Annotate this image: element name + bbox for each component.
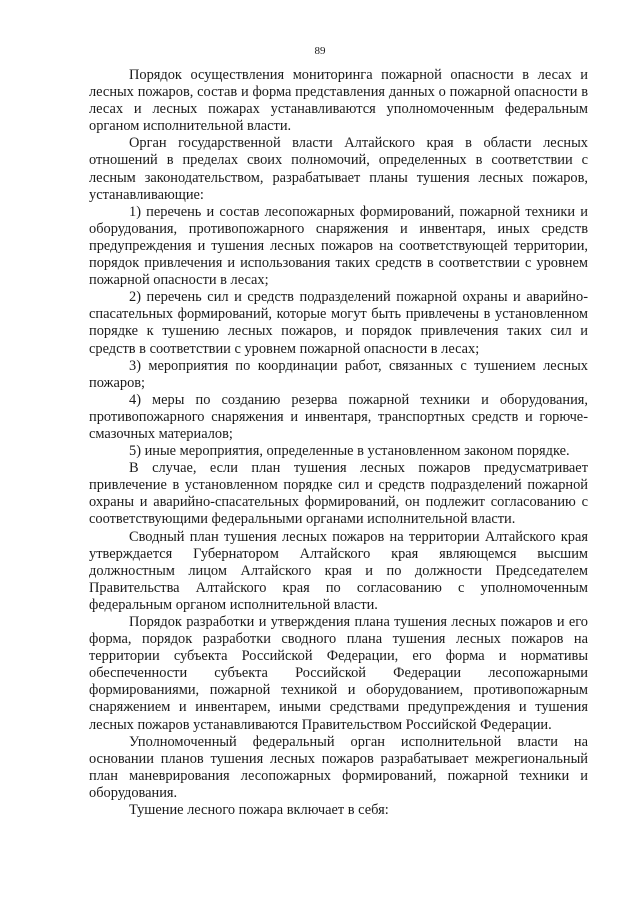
list-item-paragraph: 1) перечень и состав лесопожарных формирований, пожарной техники и оборудования, противопожарного снаряжения и инвентаря, иных средств предупреждения и тушения лесных пожаров на соответствующей территории, порядок привлечения и использования таких средств в соответствии с уровнем пожарной опасности в лесах; bbox=[89, 203, 588, 289]
paragraph: Орган государственной власти Алтайского края в области лесных отношений в пределах своих полномочий, определенных в соответствии с лесным законодательством, разрабатывает планы тушения лесных пожаров, устанавливающие: bbox=[89, 135, 588, 203]
paragraph: Уполномоченный федеральный орган исполнительной власти на основании планов тушения лесных пожаров разрабатывает межрегиональный план маневрирования лесопожарных формирований, пожарной техники и оборудования. bbox=[89, 733, 588, 801]
paragraph: Сводный план тушения лесных пожаров на территории Алтайского края утверждается Губернатором Алтайского края являющемся высшим должностным лицом Алтайского края и по должности Председателем Правительства Алтайского края по согласованию с уполномоченным федеральным органом исполнительной власти. bbox=[89, 528, 588, 613]
list-item-paragraph: 3) мероприятия по координации работ, связанных с тушением лесных пожаров; bbox=[89, 357, 588, 391]
paragraph: В случае, если план тушения лесных пожаров предусматривает привлечение в установленном порядке сил и средств подразделений пожарной охраны и аварийно-спасательных формирований, он подлежит согласованию с соответствующими федеральными органами исполнительной власти. bbox=[89, 460, 588, 528]
paragraph: Порядок разработки и утверждения плана тушения лесных пожаров и его форма, порядок разработки сводного плана тушения лесных пожаров на территории субъекта Российской Федерации, его форма и нормативы обеспеченности субъекта Российской Федерации лесопожарными формированиями, пожарной техникой и оборудованием, противопожарным снаряжением и инвентарем, иными средствами предупреждения и тушения лесных пожаров устанавливаются Правительством Российской Федерации. bbox=[89, 614, 588, 733]
list-item-paragraph: 4) меры по созданию резерва пожарной техники и оборудования, противопожарного снаряжения и инвентаря, транспортных средств и горюче-смазочных материалов; bbox=[89, 391, 588, 442]
paragraph: Порядок осуществления мониторинга пожарной опасности в лесах и лесных пожаров, состав и форма представления данных о пожарной опасности в лесах и лесных пожарах устанавливаются уполномоченным федеральным органом исполнительной власти. bbox=[89, 67, 588, 135]
document-body bbox=[89, 67, 588, 819]
paragraph: Тушение лесного пожара включает в себя: bbox=[129, 802, 389, 819]
list-item-paragraph: 5) иные мероприятия, определенные в установленном законом порядке. bbox=[129, 443, 570, 460]
list-item-paragraph: 2) перечень сил и средств подразделений пожарной охраны и аварийно-спасательных формирований, которые могут быть привлечены в установленном порядке к тушению лесных пожаров, и порядок привлечения таких сил и средств в соответствии с уровнем пожарной опасности в лесах; bbox=[89, 289, 588, 357]
page-number: 89 bbox=[314, 45, 326, 57]
